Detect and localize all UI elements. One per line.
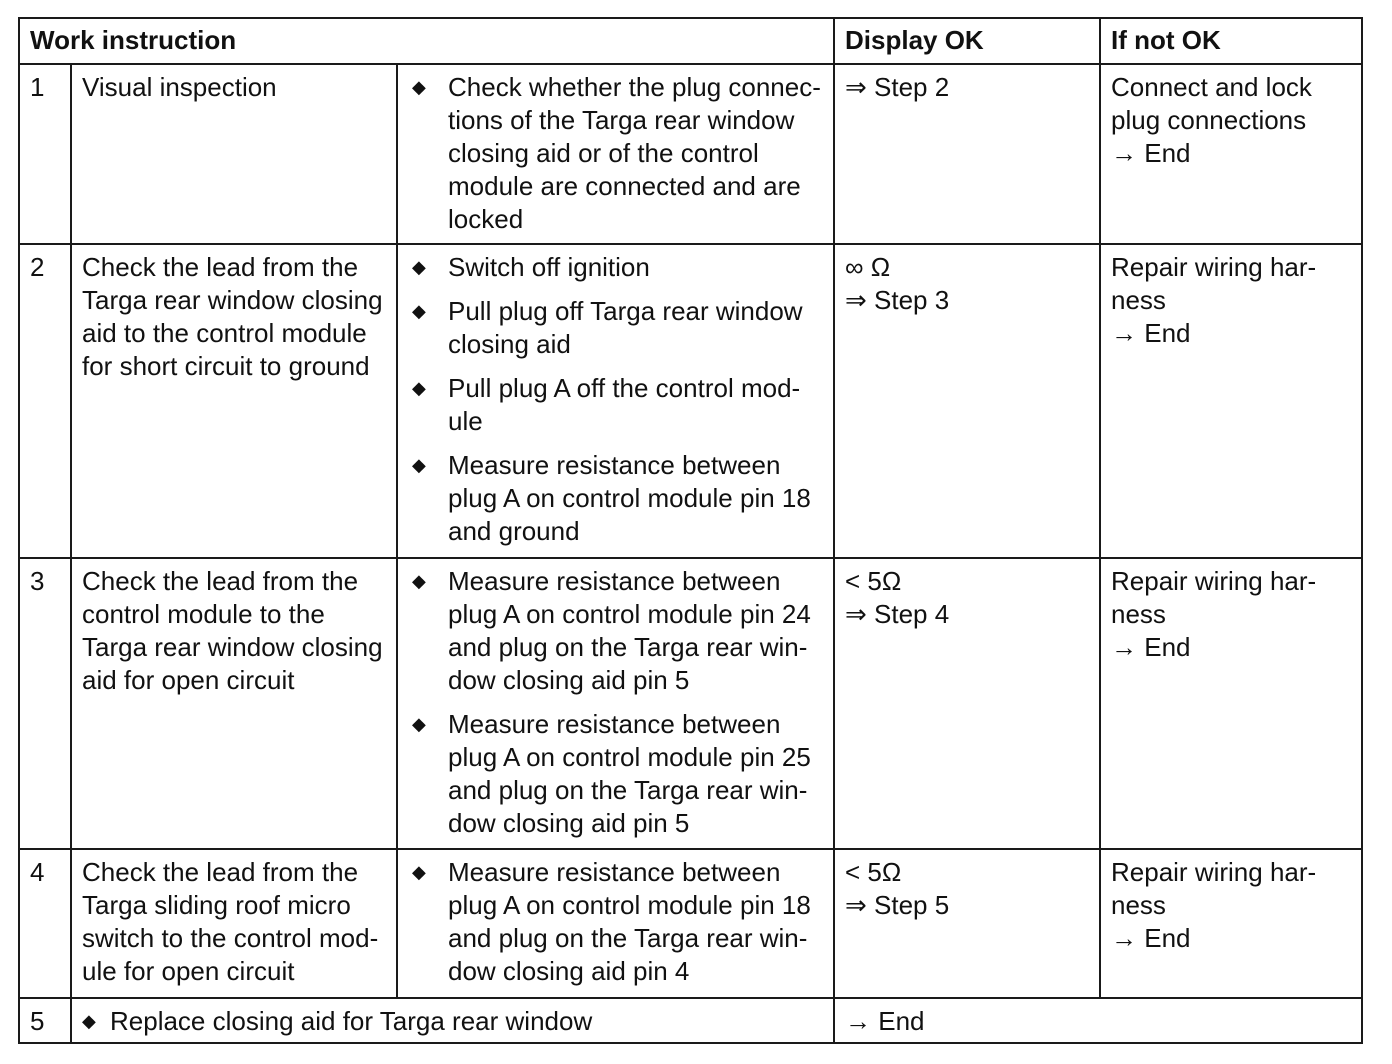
if-not-ok-value: Repair wiring har-ness → End xyxy=(1100,849,1362,998)
diamond-bullet-icon: ◆ xyxy=(412,257,426,277)
table-header-row xyxy=(19,18,1362,64)
action-text: Pull plug off Targa rear window closing aid xyxy=(448,296,803,359)
table-row xyxy=(19,64,1362,244)
work-instruction-table xyxy=(18,17,1363,1044)
list-item xyxy=(408,856,823,988)
list-item xyxy=(408,565,823,697)
test-description: Check the lead from the Targa sliding roof micro switch to the control mod-ule for open circuit xyxy=(71,849,397,998)
action-list xyxy=(408,856,823,988)
diamond-bullet-icon: ◆ xyxy=(412,301,426,321)
action-text: Pull plug A off the control mod-ule xyxy=(448,373,801,436)
test-description: Check the lead from the control module to the Targa rear window closing aid for open circuit xyxy=(71,558,397,849)
table-row xyxy=(19,558,1362,849)
action-text: Replace closing aid for Targa rear window xyxy=(110,1006,593,1036)
diamond-bullet-icon: ◆ xyxy=(412,455,426,475)
action-text: Measure resistance between plug A on control module pin 18 and plug on the Targa rear win-dow closing aid pin 4 xyxy=(448,857,811,986)
action-text: Measure resistance between plug A on control module pin 25 and plug on the Targa rear win-dow closing aid pin 5 xyxy=(448,709,811,838)
header-display-ok: Display OK xyxy=(834,18,1100,64)
if-not-ok-value: Connect and lock plug connections → End xyxy=(1100,64,1362,244)
action-list xyxy=(408,565,823,840)
diamond-bullet-icon: ◆ xyxy=(412,77,426,97)
step-number: 5 xyxy=(19,998,71,1043)
display-ok-value: < 5Ω ⇒ Step 5 xyxy=(834,849,1100,998)
action-list-cell xyxy=(397,244,834,558)
test-description: Visual inspection xyxy=(71,64,397,244)
diamond-bullet-icon: ◆ xyxy=(412,378,426,398)
if-not-ok-value: Repair wiring har-ness → End xyxy=(1100,244,1362,558)
action-list-cell xyxy=(397,849,834,998)
diamond-bullet-icon: ◆ xyxy=(412,862,426,882)
list-item xyxy=(408,449,823,548)
table-row xyxy=(19,244,1362,558)
final-result-value: → End xyxy=(834,998,1362,1043)
action-list xyxy=(408,251,823,548)
action-text: Measure resistance between plug A on control module pin 24 and plug on the Targa rear win-dow closing aid pin 5 xyxy=(448,566,811,695)
action-list xyxy=(408,71,823,236)
display-ok-value: ∞ Ω ⇒ Step 3 xyxy=(834,244,1100,558)
action-text: Check whether the plug connec-tions of the Targa rear window closing aid or of the control module are connected and are locked xyxy=(448,72,821,234)
action-list-cell xyxy=(397,558,834,849)
action-text: Measure resistance between plug A on control module pin 18 and ground xyxy=(448,450,811,546)
step-number: 3 xyxy=(19,558,71,849)
test-description: Check the lead from the Targa rear window closing aid to the control module for short circuit to ground xyxy=(71,244,397,558)
step-number: 1 xyxy=(19,64,71,244)
list-item xyxy=(408,71,823,236)
list-item xyxy=(408,708,823,840)
list-item xyxy=(408,251,823,284)
if-not-ok-value: Repair wiring har-ness → End xyxy=(1100,558,1362,849)
display-ok-value: < 5Ω ⇒ Step 4 xyxy=(834,558,1100,849)
header-work-instruction: Work instruction xyxy=(19,18,834,64)
step-number: 4 xyxy=(19,849,71,998)
action-text: Switch off ignition xyxy=(448,252,650,282)
diamond-bullet-icon: ◆ xyxy=(82,1011,96,1031)
diamond-bullet-icon: ◆ xyxy=(412,714,426,734)
action-list-cell xyxy=(397,64,834,244)
table-row-final xyxy=(19,998,1362,1043)
display-ok-value: ⇒ Step 2 xyxy=(834,64,1100,244)
final-action-cell xyxy=(71,998,834,1043)
header-if-not-ok: If not OK xyxy=(1100,18,1362,64)
step-number: 2 xyxy=(19,244,71,558)
list-item xyxy=(408,295,823,361)
diamond-bullet-icon: ◆ xyxy=(412,571,426,591)
list-item xyxy=(408,372,823,438)
table-row xyxy=(19,849,1362,998)
